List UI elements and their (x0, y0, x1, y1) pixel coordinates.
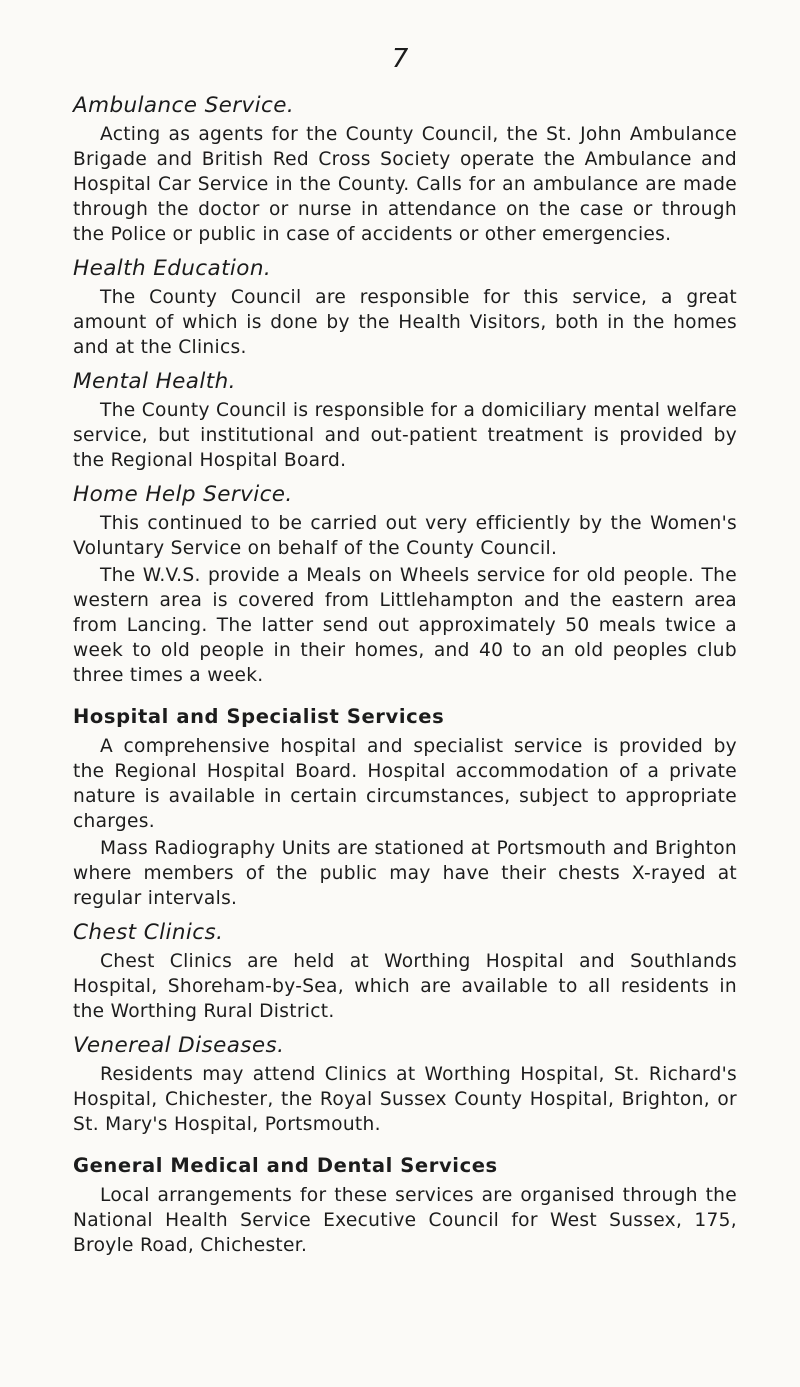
section-heading: Chest Clinics. (73, 920, 224, 945)
paragraph: The County Council are responsible for this service, a great amount of which is done by the Health Visitors, both in the homes and at the Clinics. (73, 287, 737, 358)
page-number: 7 (391, 44, 409, 74)
section-chest-clinics (73, 919, 737, 1024)
paragraph: Chest Clinics are held at Worthing Hospital and Southlands Hospital, Shoreham-by-Sea, which are available to all residents in the Worthing Rural District. (73, 951, 737, 1022)
paragraph: This continued to be carried out very efficiently by the Women's Voluntary Service on behalf of the County Council. (73, 513, 737, 559)
section-ambulance-service (73, 92, 737, 247)
paragraph: Acting as agents for the County Council, the St. John Ambulance Brigade and British Red Cross Society operate the Ambulance and Hospital Car Service in the County. Calls for an ambulance are made through the doctor or nurse in attendance on the case or through the Police or public in case of accidents or other emergencies. (73, 124, 737, 245)
paragraph: Residents may attend Clinics at Worthing Hospital, St. Richard's Hospital, Chichester, the Royal Sussex County Hospital, Brighton, or St. Mary's Hospital, Portsmouth. (73, 1064, 737, 1135)
section-heading: Health Education. (73, 256, 272, 281)
paragraph: The W.V.S. provide a Meals on Wheels service for old people. The western area is covered from Littlehampton and the eastern area from Lancing. The latter send out approximately 50 meals twice a week to old people in their homes, and 40 to an old peoples club three times a week. (73, 565, 737, 686)
section-heading: Home Help Service. (73, 482, 293, 507)
section-hospital-specialist-services (73, 704, 737, 911)
section-venereal-diseases (73, 1032, 737, 1137)
section-health-education (73, 255, 737, 360)
paragraph: A comprehensive hospital and specialist service is provided by the Regional Hospital Board. Hospital accommodation of a private nature is available in certain circumstances, subject to appropriate charges. (73, 736, 737, 832)
page-content (73, 92, 737, 1266)
section-heading: Mental Health. (73, 369, 236, 394)
paragraph: The County Council is responsible for a domiciliary mental welfare service, but institutional and out-patient treatment is provided by the Regional Hospital Board. (73, 400, 737, 471)
section-general-medical-dental (73, 1153, 737, 1258)
section-heading: General Medical and Dental Services (73, 1154, 498, 1177)
paragraph: Local arrangements for these services are organised through the National Health Service Executive Council for West Sussex, 175, Broyle Road, Chichester. (73, 1185, 737, 1256)
section-heading: Hospital and Specialist Services (73, 705, 445, 728)
section-mental-health (73, 368, 737, 473)
section-heading: Venereal Diseases. (73, 1033, 285, 1058)
section-home-help-service (73, 481, 737, 688)
paragraph: Mass Radiography Units are stationed at Portsmouth and Brighton where members of the public may have their chests X-rayed at regular intervals. (73, 838, 737, 909)
section-heading: Ambulance Service. (73, 93, 295, 118)
